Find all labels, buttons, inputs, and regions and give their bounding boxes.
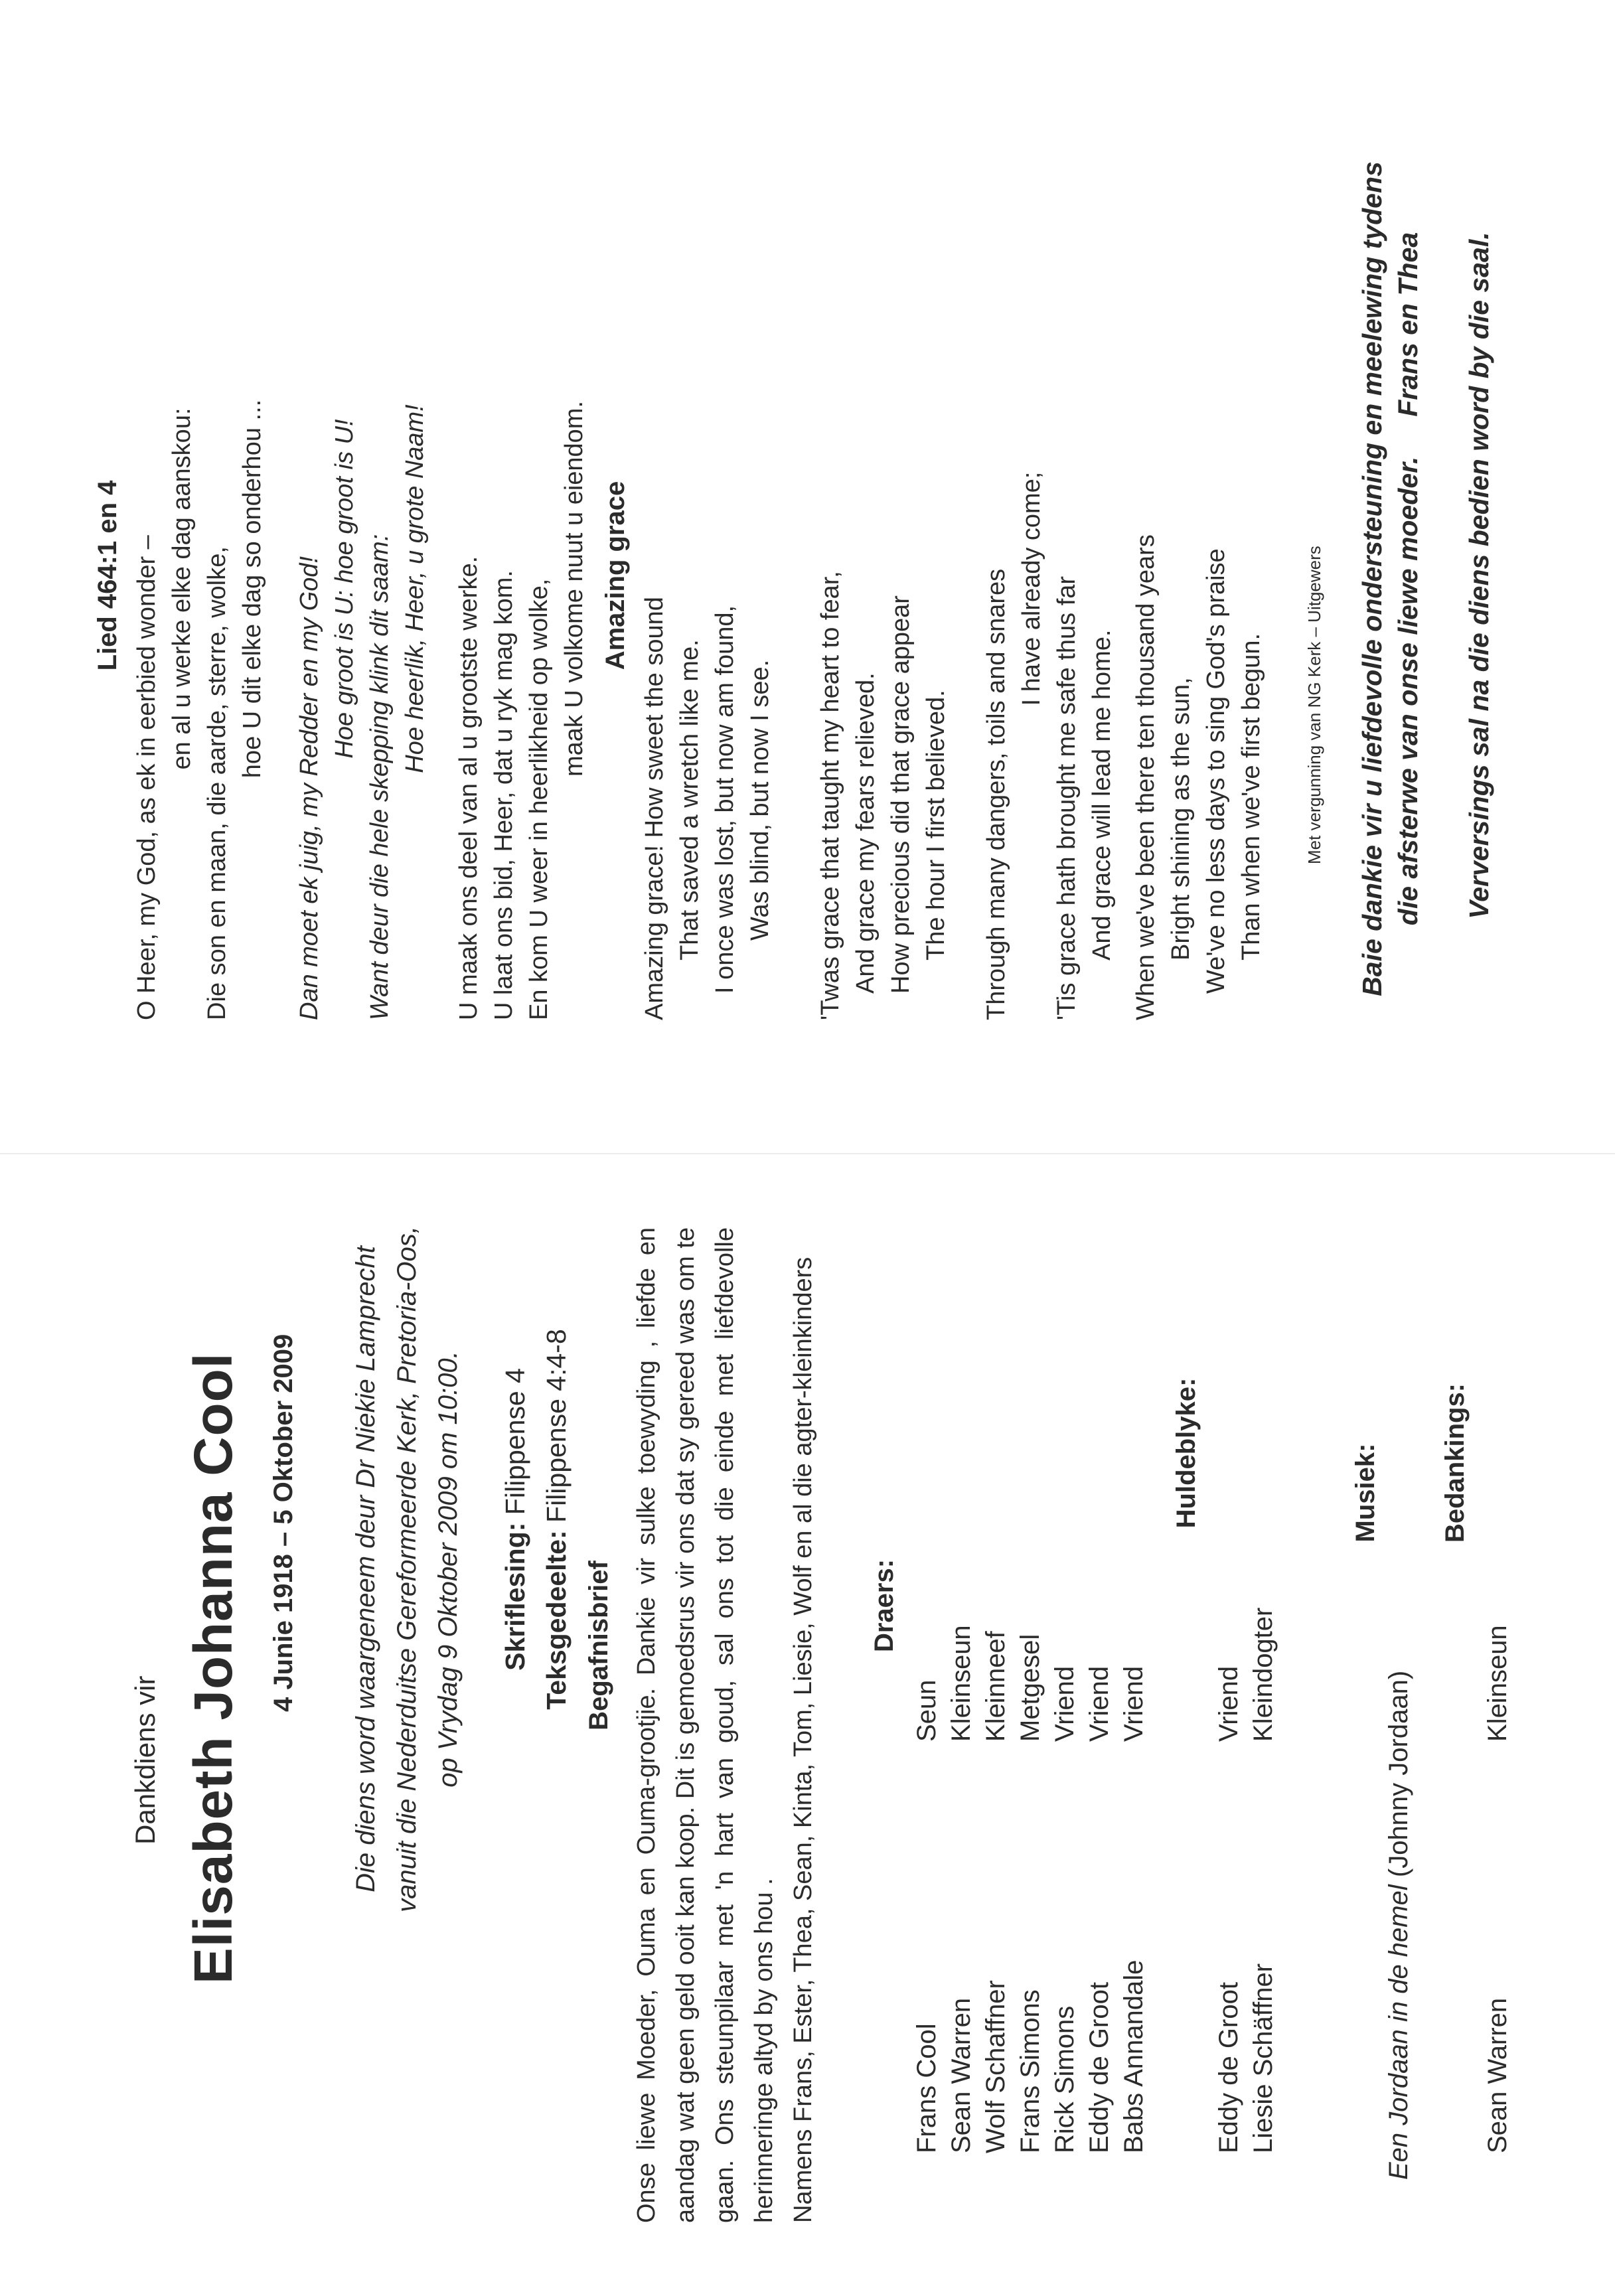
verse-line: En kom U weer in heerlikheid op wolke, xyxy=(525,578,553,1020)
list-item xyxy=(1480,1490,1515,2153)
person-name: Eddy de Groot xyxy=(1085,1982,1114,2153)
verse-line: I have already come; xyxy=(1018,471,1045,706)
teksgedeelte-value: Filippense 4:4-8 xyxy=(541,1329,572,1523)
hymn-heading: Lied 464:1 en 4 xyxy=(93,480,122,671)
person-name: Rick Simons xyxy=(1050,2005,1079,2153)
verse-line: U maak ons deel van al u grootste werke. xyxy=(455,556,483,1020)
thanks-signature: Frans en Thea xyxy=(1393,232,1423,417)
skriflesing-value: Filippense 4 xyxy=(500,1368,530,1515)
verse-line: That saved a wretch like me. xyxy=(676,639,704,960)
verse-line: And grace will lead me home. xyxy=(1088,629,1116,960)
verse-line: When we've been there ten thousand years xyxy=(1132,534,1160,1020)
person-role: Kleinseun xyxy=(1483,1625,1512,1742)
left-panel xyxy=(0,1154,1615,2296)
verse-line: 'Tis grace hath brought me safe thus far xyxy=(1053,575,1081,1020)
person-role: Kleinseun xyxy=(947,1625,976,1742)
amazing-grace-verse-4 xyxy=(1128,157,1269,1020)
person-role: Vriend xyxy=(1119,1665,1148,1742)
refreshments-note: Verversings sal na die diens bedien word by die saal. xyxy=(1464,232,1494,919)
list-item xyxy=(944,1490,978,2153)
person-role: Seun xyxy=(912,1679,941,1742)
amazing-grace-verse-2 xyxy=(813,157,954,1020)
verse-line: Was blind, but now I see. xyxy=(746,659,774,941)
amazing-grace-verse-1 xyxy=(637,157,778,1020)
list-item xyxy=(1246,1490,1280,2153)
person-role: Vriend xyxy=(1085,1665,1114,1742)
song-artist: (Johnny Jordaan) xyxy=(1384,1670,1413,1878)
service-details xyxy=(345,1187,469,1951)
deceased-name: Elisabeth Johanna Cool xyxy=(183,1352,244,1984)
bedankings-list xyxy=(1480,1490,1515,2153)
teksgedeelte-line xyxy=(536,1287,577,1752)
verse-line: Than when we've first begun. xyxy=(1237,633,1265,960)
person-name: Babs Annandale xyxy=(1119,1959,1148,2153)
list-item xyxy=(1013,1490,1047,2153)
person-name: Liesie Schäffner xyxy=(1249,1963,1278,2153)
verse-line: U laat ons bid, Heer, dat u ryk mag kom. xyxy=(490,570,518,1020)
thanks-line: die afsterwe van onse liewe moeder. xyxy=(1393,456,1423,926)
thanks-line-2 xyxy=(1390,31,1426,1126)
person-name: Sean Warren xyxy=(947,1997,976,2153)
list-item xyxy=(1116,1490,1151,2153)
letter-paragraph: Onse liewe Moeder, Ouma en Ouma-grootjie. Dankie vir sulke toewyding , liefde en aandag wat geen geld ooit kan koop. Dit is gemoedsrus vir ons dat sy gereed was om te gaan. Ons steunpilaar met 'n hart van goud, sal ons tot die einde met liefdevolle herinneringe altyd by ons hou . xyxy=(633,1227,778,2223)
musiek-entry xyxy=(1384,1251,1414,2180)
list-item xyxy=(978,1490,1013,2153)
service-line: Die diens word waargeneem deur Dr Niekie Lamprecht xyxy=(351,1246,380,1892)
service-line: vanuit die Nederduitse Gereformeerde Kerk, Pretoria-Oos, xyxy=(392,1226,422,1912)
person-name: Eddy de Groot xyxy=(1214,1982,1243,2153)
skriflesing-line xyxy=(495,1287,536,1752)
verse-line: Die son en maan, die aarde, sterre, wolke, xyxy=(203,546,231,1020)
verse-line: The hour I first believed. xyxy=(922,690,950,960)
verse-line: We've no less days to sing God's praise xyxy=(1202,548,1230,994)
verse-line: I once was lost, but now am found, xyxy=(711,605,739,994)
amazing-grace-verse-3 xyxy=(979,157,1120,1020)
verse-line: Hoe groot is U: hoe groot is U! xyxy=(331,419,358,759)
hymn-refrain xyxy=(292,157,433,1020)
thanks-message xyxy=(1354,31,1426,1126)
verse-line: maak U volkome nuut u eiendom. xyxy=(560,400,588,777)
person-name: Wolf Schaffner xyxy=(981,1980,1010,2153)
verse-line: O Heer, my God, as ek in eerbied wonder – xyxy=(133,535,161,1020)
draers-heading: Draers: xyxy=(870,1559,899,1653)
person-name: Sean Warren xyxy=(1483,1997,1512,2153)
verse-line: hoe U dit elke dag so onderhou ... xyxy=(238,399,266,779)
musiek-heading: Musiek: xyxy=(1351,1443,1380,1543)
verse-line: Through many dangers, toils and snares xyxy=(982,568,1010,1020)
person-role: Kleindogter xyxy=(1249,1607,1278,1742)
scripture-block xyxy=(495,1287,577,1752)
list-item xyxy=(909,1490,944,2153)
person-name: Frans Cool xyxy=(912,2023,941,2153)
verse-line: Amazing grace! How sweet the sound xyxy=(641,597,668,1020)
letter-signature: Namens Frans, Ester, Thea, Sean, Kinta, Tom, Liesie, Wolf en al die agter-kleinkinders xyxy=(789,1257,817,2223)
teksgedeelte-label: Teksgedeelte: xyxy=(541,1530,572,1710)
intro-text: Dankdiens vir xyxy=(129,1675,161,1845)
person-role: Vriend xyxy=(1050,1665,1079,1742)
list-item xyxy=(1082,1490,1116,2153)
funeral-letter xyxy=(627,1227,823,2223)
huldeblyke-heading: Huldeblyke: xyxy=(1172,1377,1201,1529)
draers-list xyxy=(909,1490,1151,2153)
copyright-credit: Met vergunning van NG Kerk – Uitgewers xyxy=(1304,546,1324,864)
life-dates: 4 Junie 1918 – 5 Oktober 2009 xyxy=(269,1334,298,1712)
list-item xyxy=(1211,1490,1246,2153)
service-line: op Vrydag 9 Oktober 2009 om 10:00. xyxy=(433,1351,463,1788)
person-role: Vriend xyxy=(1214,1665,1243,1742)
person-role: Metgesel xyxy=(1016,1634,1045,1742)
verse-line: 'Twas grace that taught my heart to fear, xyxy=(816,571,844,1020)
skriflesing-label: Skriflesing: xyxy=(500,1522,530,1671)
thanks-line: Baie dankie vir u liefdevolle ondersteuning en meelewing tydens xyxy=(1357,161,1387,996)
amazing-grace-heading: Amazing grace xyxy=(601,481,630,670)
hymn-verse-4 xyxy=(451,157,592,1020)
verse-line: Hoe heerlik, Heer, u grote Naam! xyxy=(401,404,429,773)
verse-line: And grace my fears relieved. xyxy=(852,672,880,994)
song-title: Een Jordaan in de hemel xyxy=(1384,1884,1413,2180)
bedankings-heading: Bedankings: xyxy=(1440,1383,1470,1543)
verse-line: How precious did that grace appear xyxy=(887,595,915,994)
verse-line: Dan moet ek juig, my Redder en my God! xyxy=(295,556,323,1020)
verse-line: Want deur die hele skepping klink dit saam: xyxy=(366,534,394,1020)
person-role: Kleinneef xyxy=(981,1631,1010,1742)
begrafnisbrief-heading: Begafnisbrief xyxy=(584,1561,613,1730)
hymn-verse-1 xyxy=(129,157,270,1020)
verse-line: en al u werke elke dag aanskou: xyxy=(168,408,196,770)
huldeblyke-list xyxy=(1211,1490,1280,2153)
list-item xyxy=(1047,1490,1082,2153)
person-name: Frans Simons xyxy=(1016,1989,1045,2153)
verse-line: Bright shining as the sun, xyxy=(1167,677,1195,960)
